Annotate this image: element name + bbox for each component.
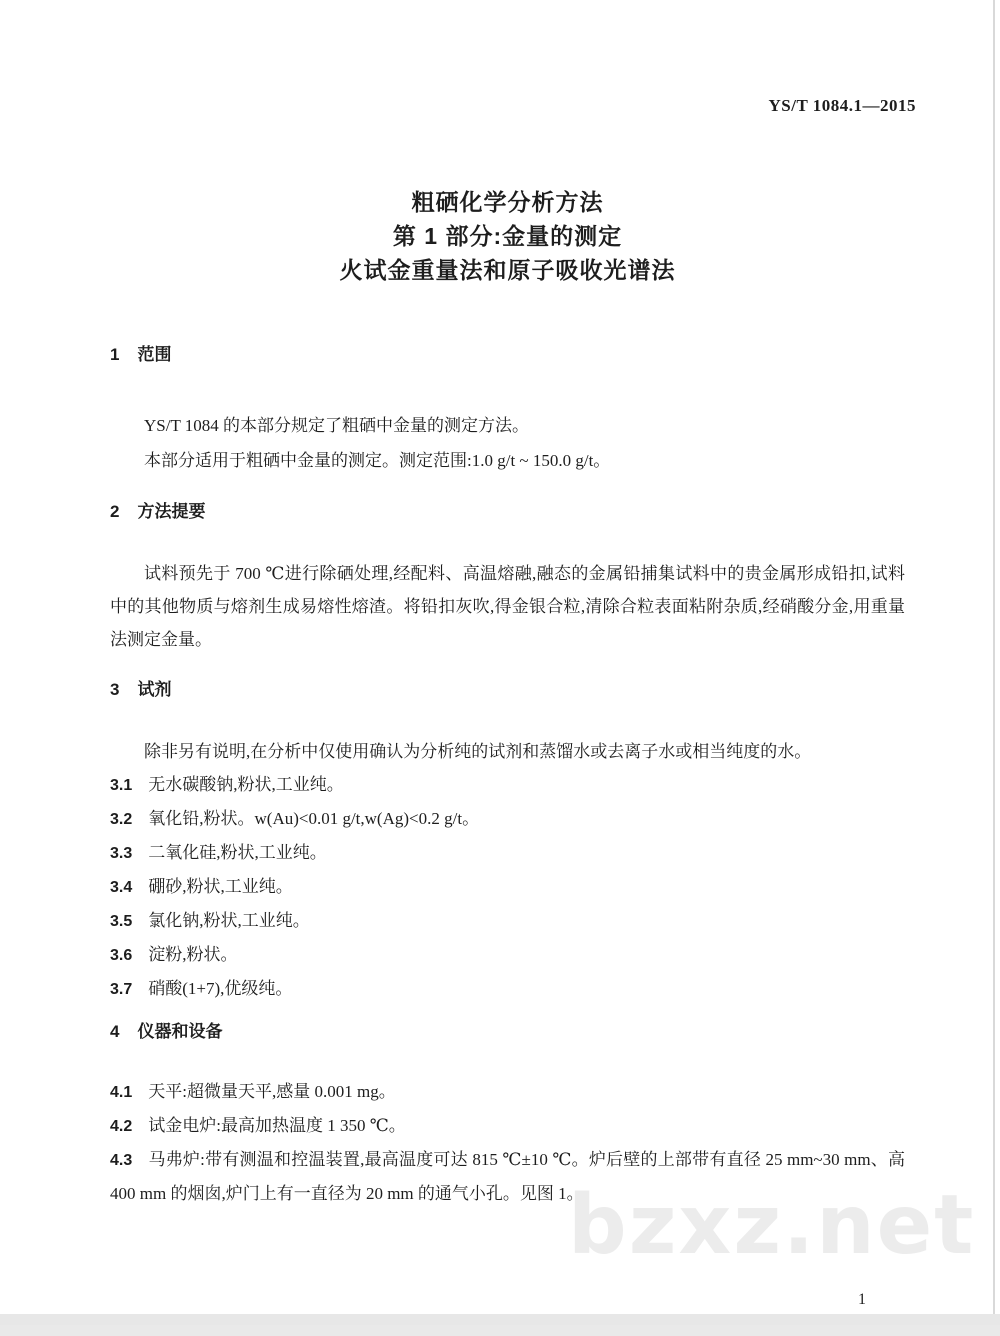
clause-4-1 [110,1075,905,1109]
clause-3-1 [110,768,905,802]
section-3-heading [110,678,905,702]
paragraph: 除非另有说明,在分析中仅使用确认为分析纯的试剂和蒸馏水或去离子水或相当纯度的水。 [144,742,812,761]
page-bottom-shadow [0,1314,1000,1325]
page-number: 1 [858,1291,866,1308]
doc-title-line-1: 粗硒化学分析方法 [411,189,604,215]
clause-number: 3.3 [110,845,133,862]
clause-number: 3.2 [110,811,133,828]
clause-number: 4.1 [110,1084,133,1101]
clause-4-2 [110,1109,905,1143]
clause-3-5 [110,904,905,938]
clause-text: 氯化钠,粉状,工业纯。 [148,911,310,930]
section-4-heading [110,1020,905,1044]
paragraph: YS/T 1084 的本部分规定了粗硒中金量的测定方法。 [144,416,530,435]
clause-3-3 [110,836,905,870]
section-2-heading [110,500,905,524]
paragraph: 本部分适用于粗硒中金量的测定。测定范围:1.0 g/t ~ 150.0 g/t。 [144,451,611,470]
clause-number: 4.3 [110,1152,133,1169]
clause-number: 3.5 [110,913,133,930]
section-4-body [110,1075,905,1210]
clause-text: 无水碳酸钠,粉状,工业纯。 [148,775,344,794]
section-title: 仪器和设备 [137,1022,223,1041]
clause-text: 硼砂,粉状,工业纯。 [148,877,293,896]
clause-text: 硝酸(1+7),优级纯。 [148,979,293,998]
clause-text: 氧化铅,粉状。w(Au)<0.01 g/t,w(Ag)<0.2 g/t。 [148,809,480,828]
section-3-body [110,735,905,1006]
clause-text: 淀粉,粉状。 [148,945,238,964]
paragraph: 试料预先于 700 ℃进行除硒处理,经配料、高温熔融,融态的金属铅捕集试料中的贵金属形成铅扣,试料中的其他物质与熔剂生成易熔性熔渣。将铅扣灰吹,得金银合粒,清除合粒表面粘附杂质,经硝酸分金,用重量法测定金量。 [110,564,905,649]
clause-text: 二氧化硅,粉状,工业纯。 [148,843,327,862]
clause-text: 试金电炉:最高加热温度 1 350 ℃。 [148,1116,406,1135]
section-title: 试剂 [137,680,172,699]
doc-title-line-3: 火试金重量法和原子吸收光谱法 [339,257,676,283]
section-title: 方法提要 [137,502,206,521]
clause-3-2 [110,802,905,836]
section-1-heading [110,343,905,367]
section-number: 4 [110,1022,120,1041]
clause-3-6 [110,938,905,972]
section-number: 1 [110,345,120,364]
clause-text: 天平:超微量天平,感量 0.001 mg。 [148,1082,396,1101]
clause-4-3 [110,1143,905,1210]
clause-number: 3.7 [110,981,133,998]
clause-text: 马弗炉:带有测温和控温装置,最高温度可达 815 ℃±10 ℃。炉后壁的上部带有直径 25 mm~30 mm、高 400 mm 的烟囱,炉门上有一直径为 20 mm 的通气小孔。见图 1。 [110,1150,905,1203]
document-title [110,185,905,287]
clause-3-7 [110,972,905,1006]
section-title: 范围 [137,345,172,364]
watermark: bzxz.net [568,1178,976,1273]
section-number: 2 [110,502,120,521]
section-1-body [110,408,905,478]
clause-3-4 [110,870,905,904]
clause-number: 3.4 [110,879,133,896]
clause-number: 4.2 [110,1118,133,1135]
clause-number: 3.1 [110,777,133,794]
doc-title-line-2: 第 1 部分:金量的测定 [392,223,623,249]
clause-number: 3.6 [110,947,133,964]
section-2-body [110,557,905,656]
standard-code: YS/T 1084.1—2015 [768,96,916,115]
section-number: 3 [110,680,120,699]
